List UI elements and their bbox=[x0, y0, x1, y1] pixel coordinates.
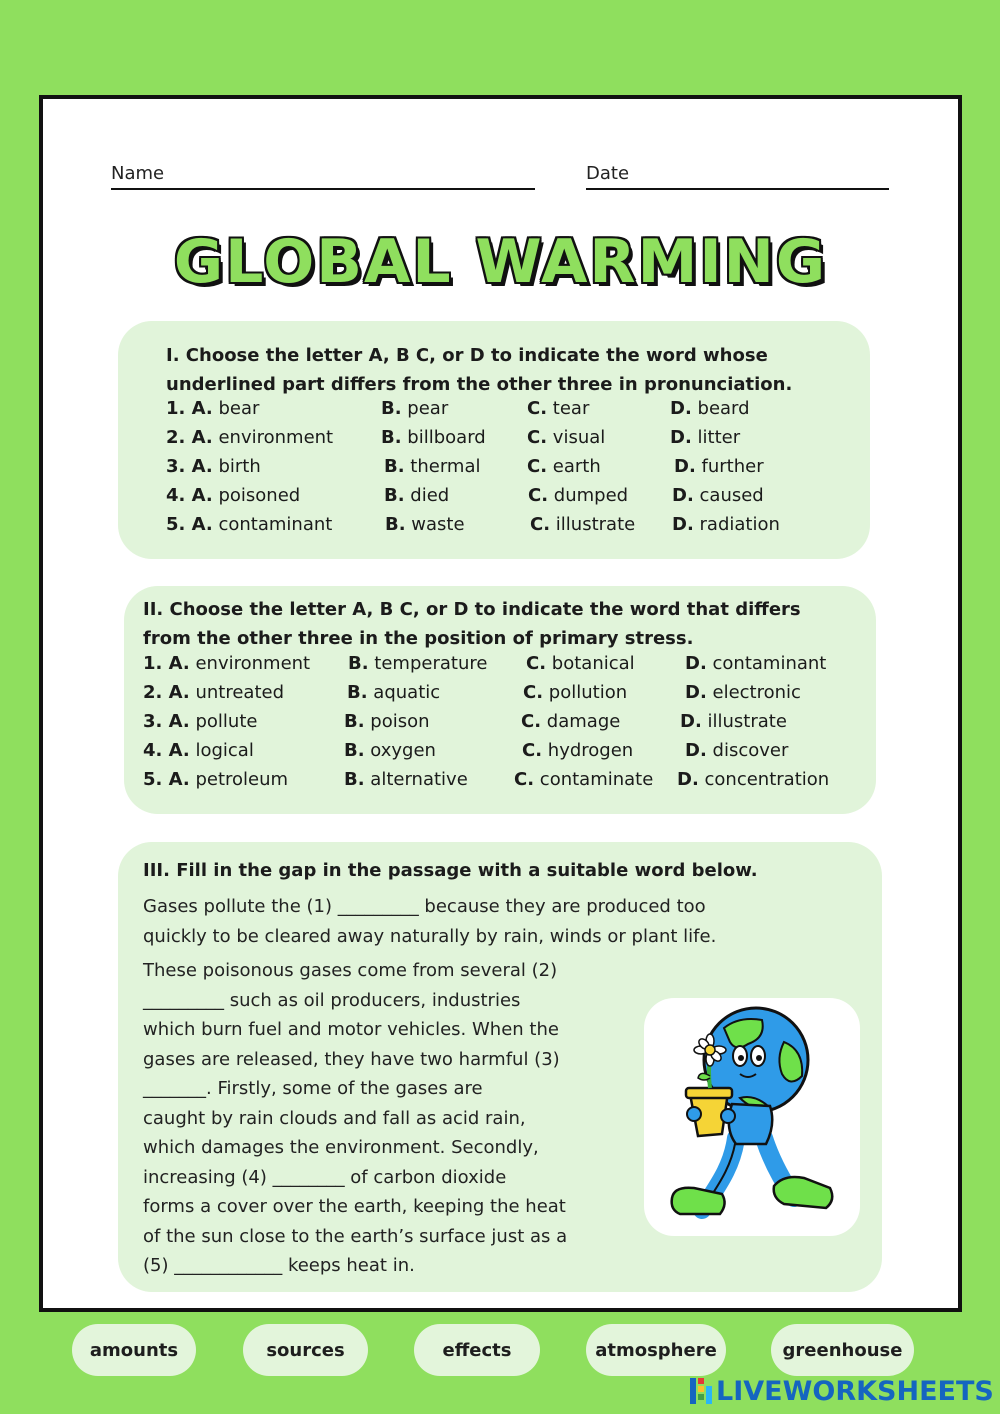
option-word: birth bbox=[218, 456, 261, 477]
option-word: damage bbox=[546, 711, 621, 732]
answer-option[interactable] bbox=[672, 485, 764, 506]
answer-option[interactable] bbox=[526, 653, 635, 674]
passage-line: These poisonous gases come from several (2) bbox=[143, 960, 558, 981]
option-letter: C. bbox=[527, 456, 548, 477]
answer-option[interactable] bbox=[344, 769, 468, 790]
option-letter: 2. A. bbox=[143, 682, 190, 703]
option-word: botanical bbox=[551, 653, 635, 674]
date-underline bbox=[586, 188, 889, 190]
option-word: electronic bbox=[712, 682, 801, 703]
answer-option[interactable] bbox=[685, 740, 788, 761]
answer-option[interactable] bbox=[523, 682, 627, 703]
option-word: poison bbox=[370, 711, 430, 732]
option-word: pear bbox=[407, 398, 449, 419]
answer-option[interactable] bbox=[528, 485, 628, 506]
date-field[interactable] bbox=[586, 163, 629, 184]
passage-intro bbox=[143, 892, 716, 951]
answer-option[interactable] bbox=[384, 456, 481, 477]
option-word: illustrate bbox=[707, 711, 787, 732]
option-word: untreated bbox=[195, 682, 285, 703]
option-letter: 1. A. bbox=[166, 398, 213, 419]
answer-option[interactable] bbox=[166, 398, 259, 419]
answer-option[interactable] bbox=[344, 711, 430, 732]
option-word: waste bbox=[411, 514, 465, 535]
answer-option[interactable] bbox=[166, 456, 261, 477]
option-letter: B. bbox=[381, 427, 402, 448]
passage-body bbox=[143, 956, 567, 1281]
option-letter: C. bbox=[527, 427, 548, 448]
word-bank-item[interactable]: sources bbox=[243, 1324, 368, 1376]
answer-option[interactable] bbox=[522, 740, 633, 761]
name-label: Name bbox=[111, 163, 165, 184]
answer-option[interactable] bbox=[514, 769, 653, 790]
option-letter: D. bbox=[670, 398, 692, 419]
word-bank-item[interactable]: effects bbox=[414, 1324, 540, 1376]
word-bank-item[interactable]: greenhouse bbox=[771, 1324, 914, 1376]
answer-option[interactable] bbox=[530, 514, 635, 535]
answer-option[interactable] bbox=[672, 514, 780, 535]
option-letter: B. bbox=[381, 398, 402, 419]
option-word: concentration bbox=[704, 769, 830, 790]
option-word: thermal bbox=[410, 456, 481, 477]
answer-option[interactable] bbox=[166, 427, 333, 448]
section-1-heading bbox=[166, 341, 792, 399]
option-letter: 4. A. bbox=[166, 485, 213, 506]
answer-option[interactable] bbox=[143, 711, 257, 732]
option-letter: B. bbox=[347, 682, 368, 703]
answer-option[interactable] bbox=[381, 427, 486, 448]
option-word: contaminate bbox=[539, 769, 654, 790]
option-word: aquatic bbox=[373, 682, 441, 703]
answer-option[interactable] bbox=[384, 485, 449, 506]
section-3-heading: III. Fill in the gap in the passage with a suitable word below. bbox=[143, 860, 758, 881]
option-word: environment bbox=[195, 653, 311, 674]
option-word: further bbox=[701, 456, 764, 477]
option-word: pollute bbox=[195, 711, 258, 732]
option-word: tear bbox=[552, 398, 590, 419]
option-letter: 3. A. bbox=[166, 456, 213, 477]
option-letter: 5. A. bbox=[166, 514, 213, 535]
option-word: petroleum bbox=[195, 769, 289, 790]
liveworksheets-logo-text: LIVEWORKSHEETS bbox=[716, 1375, 994, 1407]
passage-intro-line: Gases pollute the (1) _________ because they are produced too bbox=[143, 896, 706, 917]
option-word: logical bbox=[195, 740, 254, 761]
answer-option[interactable] bbox=[143, 740, 254, 761]
option-word: dumped bbox=[553, 485, 629, 506]
option-word: visual bbox=[552, 427, 606, 448]
passage-line: _________ such as oil producers, industries bbox=[143, 989, 521, 1011]
name-underline bbox=[111, 188, 535, 190]
option-word: bear bbox=[218, 398, 260, 419]
word-bank-item[interactable]: amounts bbox=[72, 1324, 196, 1376]
liveworksheets-logo[interactable] bbox=[690, 1374, 994, 1408]
passage-line: of the sun close to the earth’s surface just as a bbox=[143, 1225, 568, 1247]
option-letter: D. bbox=[672, 514, 694, 535]
name-field[interactable] bbox=[111, 163, 164, 184]
answer-option[interactable] bbox=[680, 711, 787, 732]
section-1-heading-line-1: I. Choose the letter A, B C, or D to indicate the word whose bbox=[166, 345, 768, 366]
option-word: litter bbox=[697, 427, 741, 448]
answer-option[interactable] bbox=[385, 514, 465, 535]
illustration-card bbox=[644, 998, 860, 1236]
earth-mascot-holding-flower-icon bbox=[644, 998, 860, 1236]
answer-option[interactable] bbox=[685, 653, 826, 674]
option-letter: D. bbox=[674, 456, 696, 477]
section-2-heading-line-1: II. Choose the letter A, B C, or D to indicate the word that differs bbox=[143, 599, 801, 620]
option-letter: 4. A. bbox=[143, 740, 190, 761]
option-letter: C. bbox=[522, 740, 543, 761]
section-2-box bbox=[124, 586, 876, 814]
passage-line: which burn fuel and motor vehicles. When the bbox=[143, 1019, 559, 1040]
option-word: alternative bbox=[370, 769, 468, 790]
option-letter: B. bbox=[384, 456, 405, 477]
option-word: oxygen bbox=[370, 740, 436, 761]
passage-intro-line: quickly to be cleared away naturally by rain, winds or plant life. bbox=[143, 925, 717, 947]
passage-line: forms a cover over the earth, keeping the heat bbox=[143, 1196, 566, 1217]
answer-option[interactable] bbox=[348, 653, 487, 674]
option-letter: 1. A. bbox=[143, 653, 190, 674]
option-letter: B. bbox=[344, 740, 365, 761]
option-letter: B. bbox=[344, 769, 365, 790]
option-word: temperature bbox=[374, 653, 488, 674]
option-letter: D. bbox=[680, 711, 702, 732]
option-letter: B. bbox=[385, 514, 406, 535]
option-letter: D. bbox=[670, 427, 692, 448]
section-2-heading bbox=[143, 595, 801, 653]
option-word: environment bbox=[218, 427, 334, 448]
option-letter: D. bbox=[672, 485, 694, 506]
option-letter: B. bbox=[384, 485, 405, 506]
option-letter: B. bbox=[344, 711, 365, 732]
option-letter: C. bbox=[521, 711, 542, 732]
passage-line: _______. Firstly, some of the gases are bbox=[143, 1078, 483, 1099]
option-letter: C. bbox=[526, 653, 547, 674]
option-word: poisoned bbox=[218, 485, 301, 506]
answer-option[interactable] bbox=[677, 769, 829, 790]
option-word: died bbox=[410, 485, 450, 506]
passage-line: caught by rain clouds and fall as acid rain, bbox=[143, 1107, 526, 1129]
section-2-heading-line-2: from the other three in the position of primary stress. bbox=[143, 628, 694, 649]
option-letter: D. bbox=[677, 769, 699, 790]
answer-option[interactable] bbox=[685, 682, 801, 703]
option-letter: C. bbox=[528, 485, 549, 506]
section-1-box bbox=[118, 321, 870, 559]
answer-option[interactable] bbox=[674, 456, 764, 477]
liveworksheets-logo-icon bbox=[690, 1376, 712, 1406]
answer-option[interactable] bbox=[527, 427, 605, 448]
answer-option[interactable] bbox=[143, 653, 310, 674]
option-word: discover bbox=[712, 740, 789, 761]
option-letter: D. bbox=[685, 682, 707, 703]
option-letter: C. bbox=[530, 514, 551, 535]
section-1-heading-line-2: underlined part differs from the other three in pronunciation. bbox=[166, 374, 793, 395]
option-word: contaminant bbox=[218, 514, 333, 535]
passage-line: increasing (4) ________ of carbon dioxide bbox=[143, 1166, 507, 1188]
option-letter: B. bbox=[348, 653, 369, 674]
answer-option[interactable] bbox=[166, 514, 332, 535]
passage-line: gases are released, they have two harmful (3) bbox=[143, 1048, 560, 1070]
answer-option[interactable] bbox=[347, 682, 440, 703]
option-letter: D. bbox=[685, 740, 707, 761]
answer-option[interactable] bbox=[521, 711, 620, 732]
answer-option[interactable] bbox=[381, 398, 448, 419]
answer-option[interactable] bbox=[527, 398, 589, 419]
option-word: contaminant bbox=[712, 653, 827, 674]
option-word: illustrate bbox=[555, 514, 636, 535]
option-letter: C. bbox=[523, 682, 544, 703]
page-title: GLOBAL WARMING bbox=[173, 227, 828, 297]
option-letter: D. bbox=[685, 653, 707, 674]
answer-option[interactable] bbox=[143, 682, 284, 703]
answer-option[interactable] bbox=[344, 740, 436, 761]
option-word: pollution bbox=[548, 682, 628, 703]
word-bank-item[interactable]: atmosphere bbox=[586, 1324, 726, 1376]
option-letter: C. bbox=[527, 398, 548, 419]
answer-option[interactable] bbox=[166, 485, 300, 506]
answer-option[interactable] bbox=[527, 456, 601, 477]
option-letter: C. bbox=[514, 769, 535, 790]
option-letter: 5. A. bbox=[143, 769, 190, 790]
option-word: billboard bbox=[407, 427, 486, 448]
option-word: hydrogen bbox=[547, 740, 634, 761]
option-word: earth bbox=[552, 456, 601, 477]
option-letter: 3. A. bbox=[143, 711, 190, 732]
option-letter: 2. A. bbox=[166, 427, 213, 448]
passage-line: which damages the environment. Secondly, bbox=[143, 1137, 539, 1158]
option-word: radiation bbox=[699, 514, 780, 535]
passage-line: (5) ____________ keeps heat in. bbox=[143, 1255, 415, 1276]
option-word: beard bbox=[697, 398, 750, 419]
answer-option[interactable] bbox=[143, 769, 288, 790]
answer-option[interactable] bbox=[670, 398, 750, 419]
answer-option[interactable] bbox=[670, 427, 740, 448]
option-word: caused bbox=[699, 485, 764, 506]
date-label: Date bbox=[586, 163, 630, 184]
